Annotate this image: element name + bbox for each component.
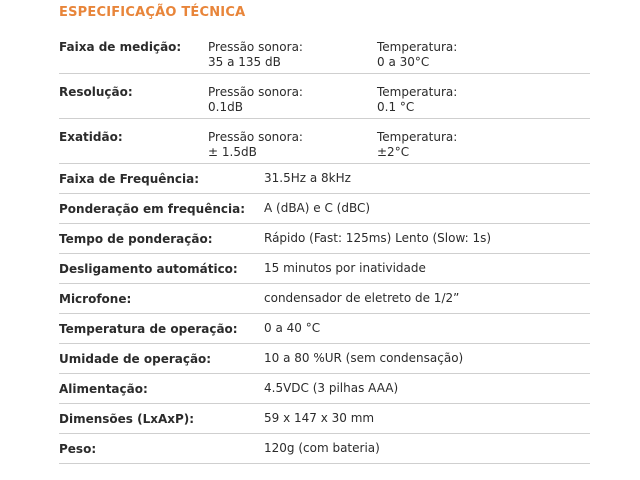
spec-label: Dimensões (LxAxP): xyxy=(59,412,195,426)
spec-value-temperatura xyxy=(377,130,457,160)
spec-value: 15 minutos por inatividade xyxy=(264,261,426,275)
spec-row-resolucao xyxy=(59,74,590,119)
spec-value-pressao xyxy=(208,40,303,70)
spec-row xyxy=(59,164,590,194)
spec-value: A (dBA) e C (dBC) xyxy=(264,201,371,215)
spec-value: 59 x 147 x 30 mm xyxy=(264,411,375,425)
spec-label: Ponderação em frequência: xyxy=(59,202,245,216)
spec-subvalue: 0.1 °C xyxy=(377,100,415,114)
spec-row xyxy=(59,344,590,374)
spec-label: Desligamento automático: xyxy=(59,262,238,276)
spec-subheading: Pressão sonora: xyxy=(208,40,303,54)
spec-label: Peso: xyxy=(59,442,97,456)
spec-subvalue: ±2°C xyxy=(377,145,410,159)
spec-value: 0 a 40 °C xyxy=(264,321,321,335)
spec-value-pressao xyxy=(208,130,303,160)
section-title: ESPECIFICAÇÃO TÉCNICA xyxy=(59,5,246,20)
spec-subheading: Temperatura: xyxy=(377,40,458,54)
spec-subheading: Temperatura: xyxy=(377,85,458,99)
spec-row xyxy=(59,284,590,314)
spec-value: condensador de eletreto de 1/2” xyxy=(264,291,460,305)
spec-value-temperatura xyxy=(377,85,457,115)
spec-row xyxy=(59,254,590,284)
spec-row xyxy=(59,224,590,254)
spec-row xyxy=(59,434,590,464)
spec-label: Alimentação: xyxy=(59,382,148,396)
spec-row-faixa-medicao xyxy=(59,29,590,74)
spec-value-temperatura xyxy=(377,40,457,70)
spec-value: 10 a 80 %UR (sem condensação) xyxy=(264,351,464,365)
spec-value-pressao xyxy=(208,85,303,115)
spec-subvalue: ± 1.5dB xyxy=(208,145,257,159)
spec-row-exatidao xyxy=(59,119,590,164)
spec-row xyxy=(59,374,590,404)
spec-table xyxy=(59,29,590,464)
spec-label: Faixa de medição: xyxy=(59,40,182,54)
spec-label: Exatidão: xyxy=(59,130,123,144)
spec-subvalue: 0 a 30°C xyxy=(377,55,430,69)
spec-label: Temperatura de operação: xyxy=(59,322,238,336)
spec-value: 120g (com bateria) xyxy=(264,441,380,455)
spec-value: 31.5Hz a 8kHz xyxy=(264,171,351,185)
spec-label: Faixa de Frequência: xyxy=(59,172,200,186)
spec-row xyxy=(59,314,590,344)
spec-subvalue: 0.1dB xyxy=(208,100,243,114)
spec-subheading: Pressão sonora: xyxy=(208,85,303,99)
spec-label: Umidade de operação: xyxy=(59,352,212,366)
spec-row xyxy=(59,194,590,224)
spec-subheading: Pressão sonora: xyxy=(208,130,303,144)
spec-subvalue: 35 a 135 dB xyxy=(208,55,281,69)
spec-value: 4.5VDC (3 pilhas AAA) xyxy=(264,381,399,395)
spec-label: Resolução: xyxy=(59,85,133,99)
spec-label: Microfone: xyxy=(59,292,132,306)
spec-value: Rápido (Fast: 125ms) Lento (Slow: 1s) xyxy=(264,231,492,245)
spec-subheading: Temperatura: xyxy=(377,130,458,144)
spec-label: Tempo de ponderação: xyxy=(59,232,213,246)
spec-row xyxy=(59,404,590,434)
